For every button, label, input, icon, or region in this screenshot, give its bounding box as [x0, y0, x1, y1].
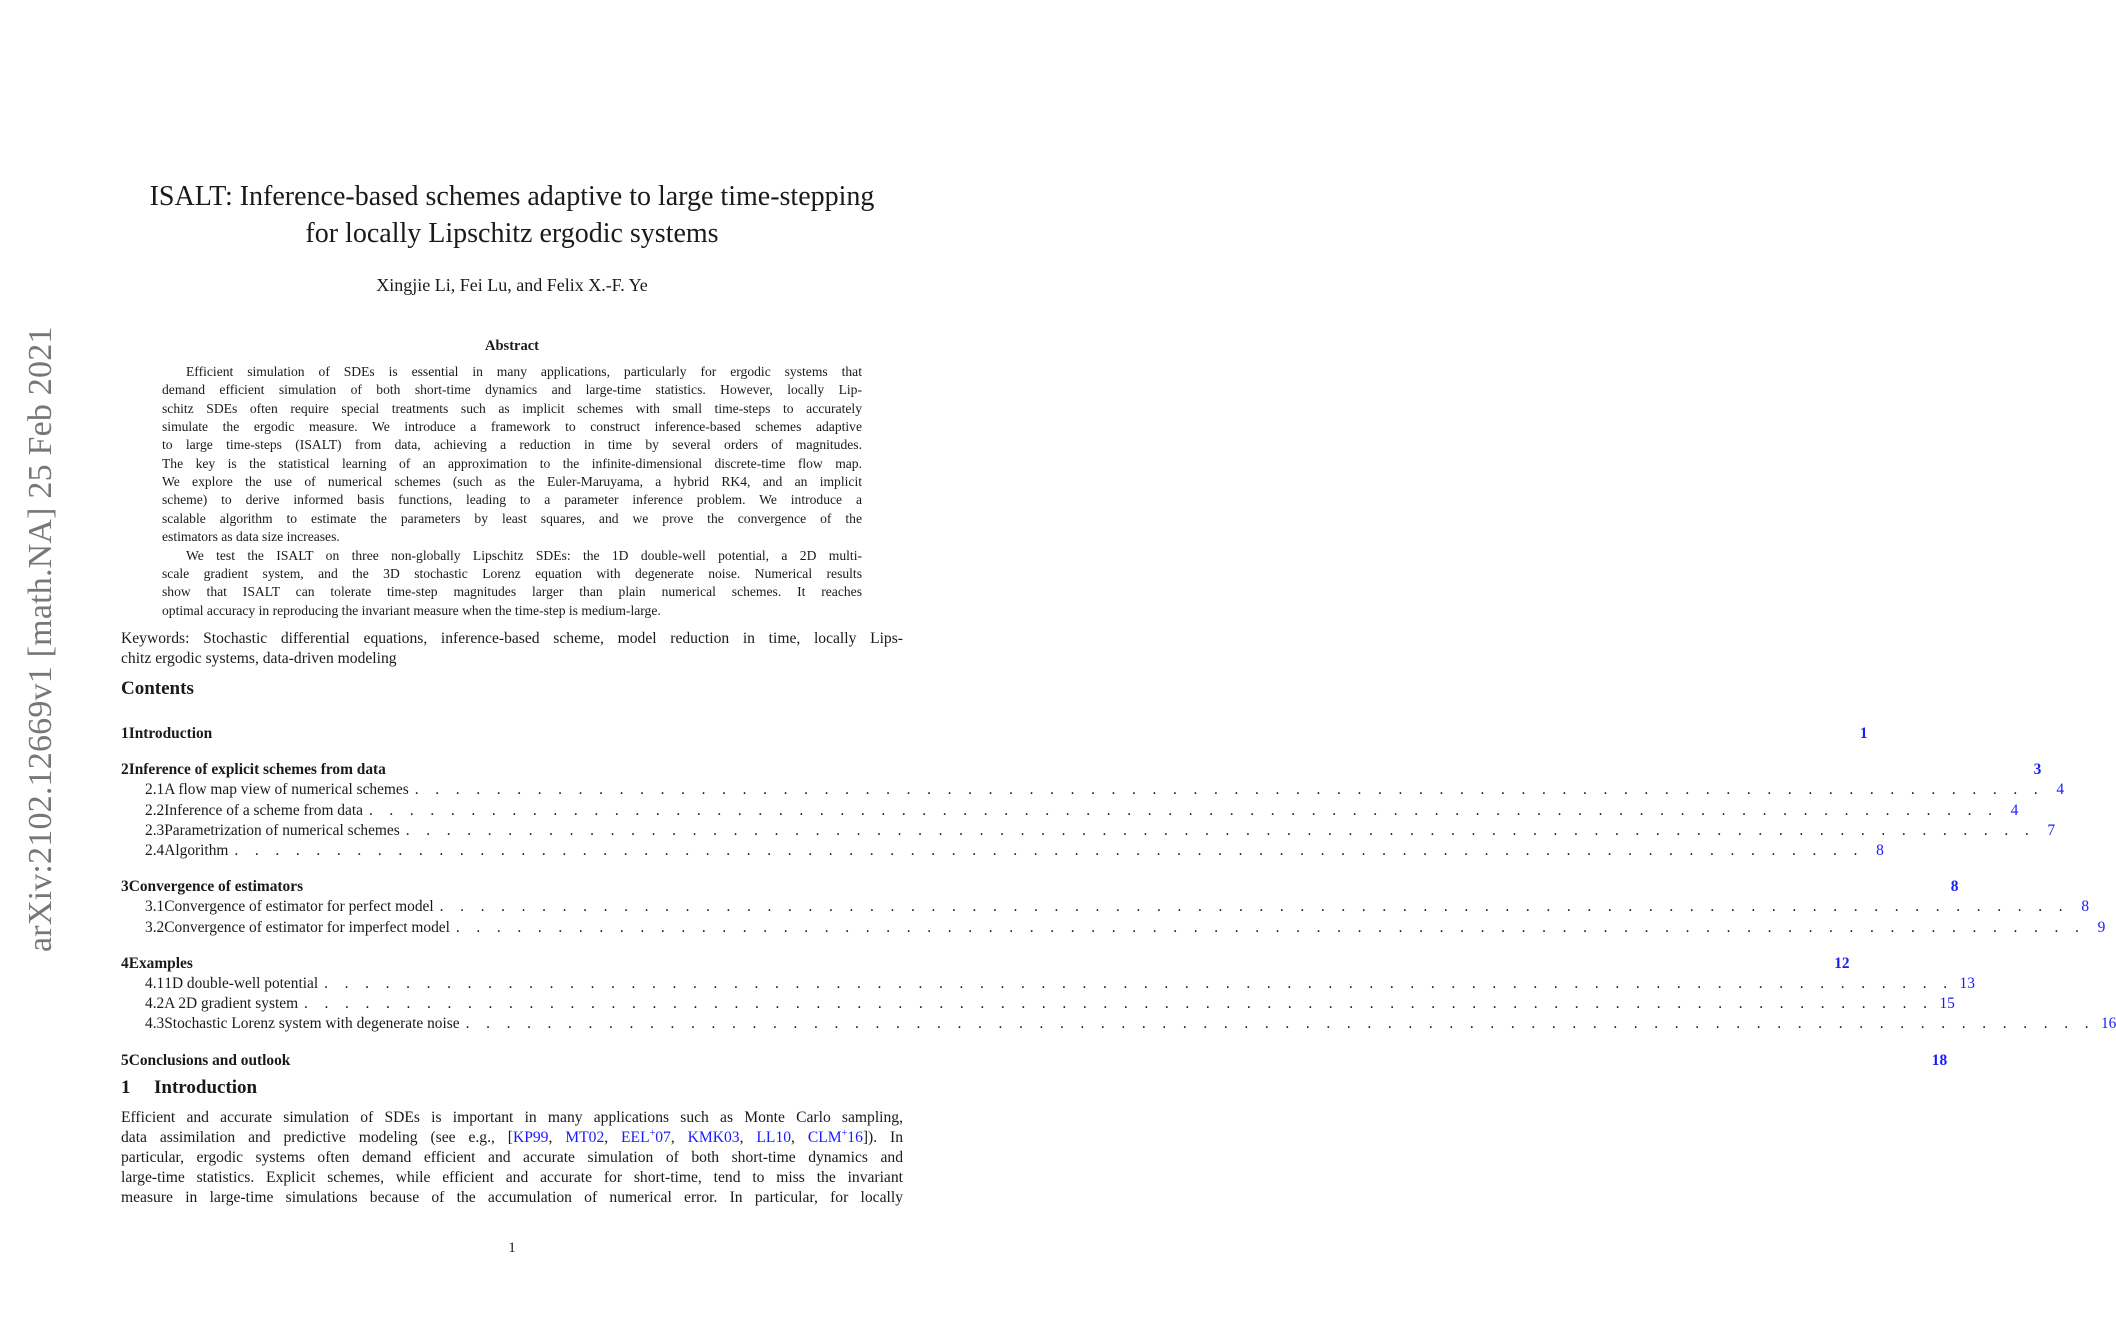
- toc-page-link[interactable]: 4: [2010, 801, 2019, 819]
- citation-sup: +: [841, 1127, 848, 1139]
- arxiv-stamp: arXiv:2102.12669v1 [math.NA] 25 Feb 2021: [22, 326, 59, 952]
- toc-number: 1: [121, 725, 129, 742]
- citation-key: KP99: [512, 1129, 549, 1146]
- toc-number: 3.1: [145, 898, 165, 916]
- paper-title-line-1: ISALT: Inference-based schemes adaptive to large time-stepping: [149, 181, 875, 212]
- citation-year: 07: [655, 1129, 671, 1146]
- toc-section: [121, 954, 1850, 973]
- abstract-line: The key is the statistical learning of an approximation to the infinite-dimensional discrete-time flow map.: [162, 455, 862, 471]
- page-number: 1: [508, 1240, 516, 1256]
- abstract-line: demand efficient simulation of both short-time dynamics and large-time statistics. However, locally Lip-: [162, 382, 862, 398]
- abstract-heading: Abstract: [485, 338, 539, 354]
- toc-leader-dots: . . . . . . . . . . . . . . . . . . . . . . . . . . . . . . . . . . . . . . . . . . . . . . . . . . . . . . . . . . . . . . . . . . . . . . . . . . . . . . . .: [234, 842, 1864, 859]
- toc-leader-dots: . . . . . . . . . . . . . . . . . . . . . . . . . . . . . . . . . . . . . . . . . . . . . . . . . . . . . . . . . . . . . . . . . . . . . . . . . . . . . . . .: [414, 781, 2045, 799]
- contents-heading: Contents: [121, 678, 194, 699]
- authors: Xingjie Li, Fei Lu, and Felix X.-F. Ye: [376, 275, 648, 295]
- toc-number: 4: [121, 954, 129, 972]
- citation-key: EEL: [621, 1129, 650, 1146]
- toc-subsection: [121, 918, 2106, 937]
- abstract-line: schitz SDEs often require special treatments such as implicit schemes with small time-steps to accurately: [162, 400, 862, 416]
- toc-title-link[interactable]: Examples: [128, 954, 193, 972]
- intro-line: large-time statistics. Explicit schemes, while efficient and accurate for short-time, tend to miss the invariant: [121, 1169, 903, 1186]
- citation-key: LL10: [756, 1129, 792, 1146]
- toc-subsection: [121, 821, 2056, 840]
- toc-section: [121, 761, 2042, 779]
- citation-link[interactable]: [808, 1129, 863, 1146]
- toc-title-link[interactable]: Introduction: [128, 725, 213, 742]
- toc-leader-dots: . . . . . . . . . . . . . . . . . . . . . . . . . . . . . . . . . . . . . . . . . . . . . . . . . . . . . . . . . . . . . . . . . . . . . . . . . . . . . . . .: [455, 918, 2086, 936]
- section-number: 1: [121, 1077, 131, 1098]
- toc-number: 2.4: [145, 842, 165, 859]
- abstract-line: show that ISALT can tolerate time-step magnitudes larger than plain numerical schemes. It reaches: [162, 584, 862, 600]
- toc-number: 2: [121, 761, 129, 779]
- toc-subsection: [121, 781, 2065, 799]
- toc-leader-dots: . . . . . . . . . . . . . . . . . . . . . . . . . . . . . . . . . . . . . . . . . . . . . . . . . . . . . . . . . . . . . . . . . . . . . . . . . . . . . . . .: [465, 1015, 2095, 1033]
- toc-section: [121, 725, 1868, 743]
- citation-key: MT02: [565, 1129, 605, 1146]
- toc-leader-dots: . . . . . . . . . . . . . . . . . . . . . . . . . . . . . . . . . . . . . . . . . . . . . . . . . . . . . . . . . . . . . . . . . . . . . . . . . . . . . . . .: [405, 821, 2036, 839]
- toc-subsection: [121, 1015, 2116, 1033]
- toc-page-link[interactable]: 16: [2100, 1015, 2116, 1033]
- toc-title-link[interactable]: Conclusions and outlook: [128, 1051, 291, 1069]
- toc-title-link[interactable]: Convergence of estimators: [128, 878, 304, 896]
- toc-page-link[interactable]: 18: [1931, 1051, 1948, 1069]
- paper-title-line-2: for locally Lipschitz ergodic systems: [305, 218, 719, 249]
- toc-page-link[interactable]: 8: [2081, 898, 2090, 916]
- toc-page-link[interactable]: 12: [1834, 954, 1850, 972]
- intro-line: Efficient and accurate simulation of SDEs is important in many applications such as Monte Carlo sampling,: [121, 1109, 903, 1126]
- toc-number: 4.2: [145, 995, 165, 1013]
- toc-subsection: [121, 995, 1955, 1013]
- toc-number: 2.1: [145, 781, 165, 799]
- toc-subsection: [121, 898, 2090, 916]
- toc-page-link[interactable]: 1: [1859, 725, 1868, 742]
- abstract-line: simulate the ergodic measure. We introduce a framework to construct inference-based schemes adaptive: [162, 419, 862, 435]
- toc-page-link[interactable]: 8: [1950, 878, 1959, 896]
- toc-title-link[interactable]: Parametrization of numerical schemes: [164, 821, 400, 839]
- abstract-line: estimators as data size increases.: [162, 529, 340, 545]
- toc-number: 4.3: [145, 1015, 165, 1033]
- citation-sup: +: [649, 1127, 656, 1139]
- citation-link[interactable]: [756, 1129, 791, 1146]
- toc-subsection: [121, 801, 2019, 820]
- toc-number: 2.2: [145, 801, 165, 819]
- intro-text: ]). In: [862, 1129, 904, 1146]
- intro-line: particular, ergodic systems often demand efficient and accurate simulation of both short-time dynamics and: [121, 1149, 903, 1166]
- toc-section: [121, 878, 1959, 896]
- toc-number: 5: [121, 1051, 129, 1069]
- toc-title-link[interactable]: Stochastic Lorenz system with degenerate noise: [164, 1015, 460, 1033]
- citation-link[interactable]: [688, 1129, 740, 1146]
- citation-link[interactable]: [565, 1129, 604, 1146]
- keywords-line: Keywords: Stochastic differential equations, inference-based scheme, model reduction in time, locally Lips-: [121, 630, 903, 647]
- intro-line: data assimilation and predictive modeling (see e.g., [KP99, MT02, EEL+07, KMK03, LL10, CLM+16]). In: [121, 1127, 904, 1146]
- abstract-line: We explore the use of numerical schemes (such as the Euler-Maruyama, a hybrid RK4, and an implicit: [162, 474, 862, 490]
- toc-title-link[interactable]: A 2D gradient system: [164, 995, 299, 1013]
- toc-leader-dots: . . . . . . . . . . . . . . . . . . . . . . . . . . . . . . . . . . . . . . . . . . . . . . . . . . . . . . . . . . . . . . . . . . . . . . . . . . . . . . . .: [324, 975, 1954, 992]
- abstract-line: scheme) to derive informed basis functions, leading to a parameter inference problem. We introduce a: [162, 492, 862, 508]
- citation-key: CLM: [807, 1129, 842, 1146]
- toc-title-link[interactable]: A flow map view of numerical schemes: [164, 781, 409, 799]
- section-title: Introduction: [154, 1077, 258, 1098]
- abstract-line: scalable algorithm to estimate the parameters by least squares, and we prove the convergence of the: [162, 510, 862, 526]
- abstract-line: to large time-steps (ISALT) from data, achieving a reduction in time by several orders of magnitudes.: [162, 437, 862, 453]
- toc-section: [121, 1051, 1948, 1070]
- toc-title-link[interactable]: Inference of a scheme from data: [164, 801, 363, 819]
- toc-page-link[interactable]: 7: [2047, 821, 2056, 839]
- toc-number: 2.3: [145, 821, 165, 839]
- toc-page-link[interactable]: 9: [2097, 918, 2106, 936]
- toc-title-link[interactable]: Inference of explicit schemes from data: [128, 761, 386, 779]
- citation-link[interactable]: [621, 1129, 671, 1146]
- intro-text: data assimilation and predictive modeling (see e.g., [: [121, 1129, 513, 1146]
- citation-year: 16: [847, 1129, 863, 1146]
- citation-link[interactable]: [513, 1129, 549, 1146]
- toc-leader-dots: . . . . . . . . . . . . . . . . . . . . . . . . . . . . . . . . . . . . . . . . . . . . . . . . . . . . . . . . . . . . . . . . . . . . . . . . . . . . . . . .: [304, 995, 1934, 1013]
- abstract-line: scale gradient system, and the 3D stochastic Lorenz equation with degenerate noise. Numerical results: [162, 565, 862, 581]
- toc-title-link[interactable]: 1D double-well potential: [164, 975, 319, 992]
- toc-page-link[interactable]: 13: [1959, 975, 1975, 992]
- abstract-line: optimal accuracy in reproducing the invariant measure when the time-step is medium-large.: [162, 602, 661, 618]
- toc-page-link[interactable]: 8: [1876, 842, 1884, 859]
- toc-title-link[interactable]: Convergence of estimator for imperfect model: [164, 918, 450, 936]
- introduction-heading: [121, 1077, 257, 1099]
- abstract-line: Efficient simulation of SDEs is essential in many applications, particularly for ergodic systems that: [186, 364, 862, 379]
- toc-number: 3: [121, 878, 129, 896]
- toc-number: 3.2: [145, 918, 165, 936]
- intro-line: measure in large-time simulations because of the accumulation of numerical error. In particular, for locally: [121, 1189, 903, 1206]
- toc-title-link[interactable]: Algorithm: [164, 842, 229, 859]
- toc-subsection: [121, 975, 1975, 993]
- citation-key: KMK03: [687, 1129, 740, 1146]
- keywords-line: chitz ergodic systems, data-driven modeling: [121, 650, 397, 667]
- toc-page-link[interactable]: 15: [1939, 995, 1955, 1013]
- toc-title-link[interactable]: Convergence of estimator for perfect model: [164, 898, 434, 916]
- toc-number: 4.1: [145, 975, 165, 992]
- toc-leader-dots: . . . . . . . . . . . . . . . . . . . . . . . . . . . . . . . . . . . . . . . . . . . . . . . . . . . . . . . . . . . . . . . . . . . . . . . . . . . . . . . .: [368, 801, 1999, 819]
- abstract-line: We test the ISALT on three non-globally Lipschitz SDEs: the 1D double-well potential, a 2D multi-: [186, 547, 862, 563]
- toc-subsection: [121, 842, 1884, 860]
- toc-page-link[interactable]: 4: [2056, 781, 2065, 799]
- toc-page-link[interactable]: 3: [2033, 761, 2042, 779]
- toc-leader-dots: . . . . . . . . . . . . . . . . . . . . . . . . . . . . . . . . . . . . . . . . . . . . . . . . . . . . . . . . . . . . . . . . . . . . . . . . . . . . . . . .: [439, 898, 2070, 916]
